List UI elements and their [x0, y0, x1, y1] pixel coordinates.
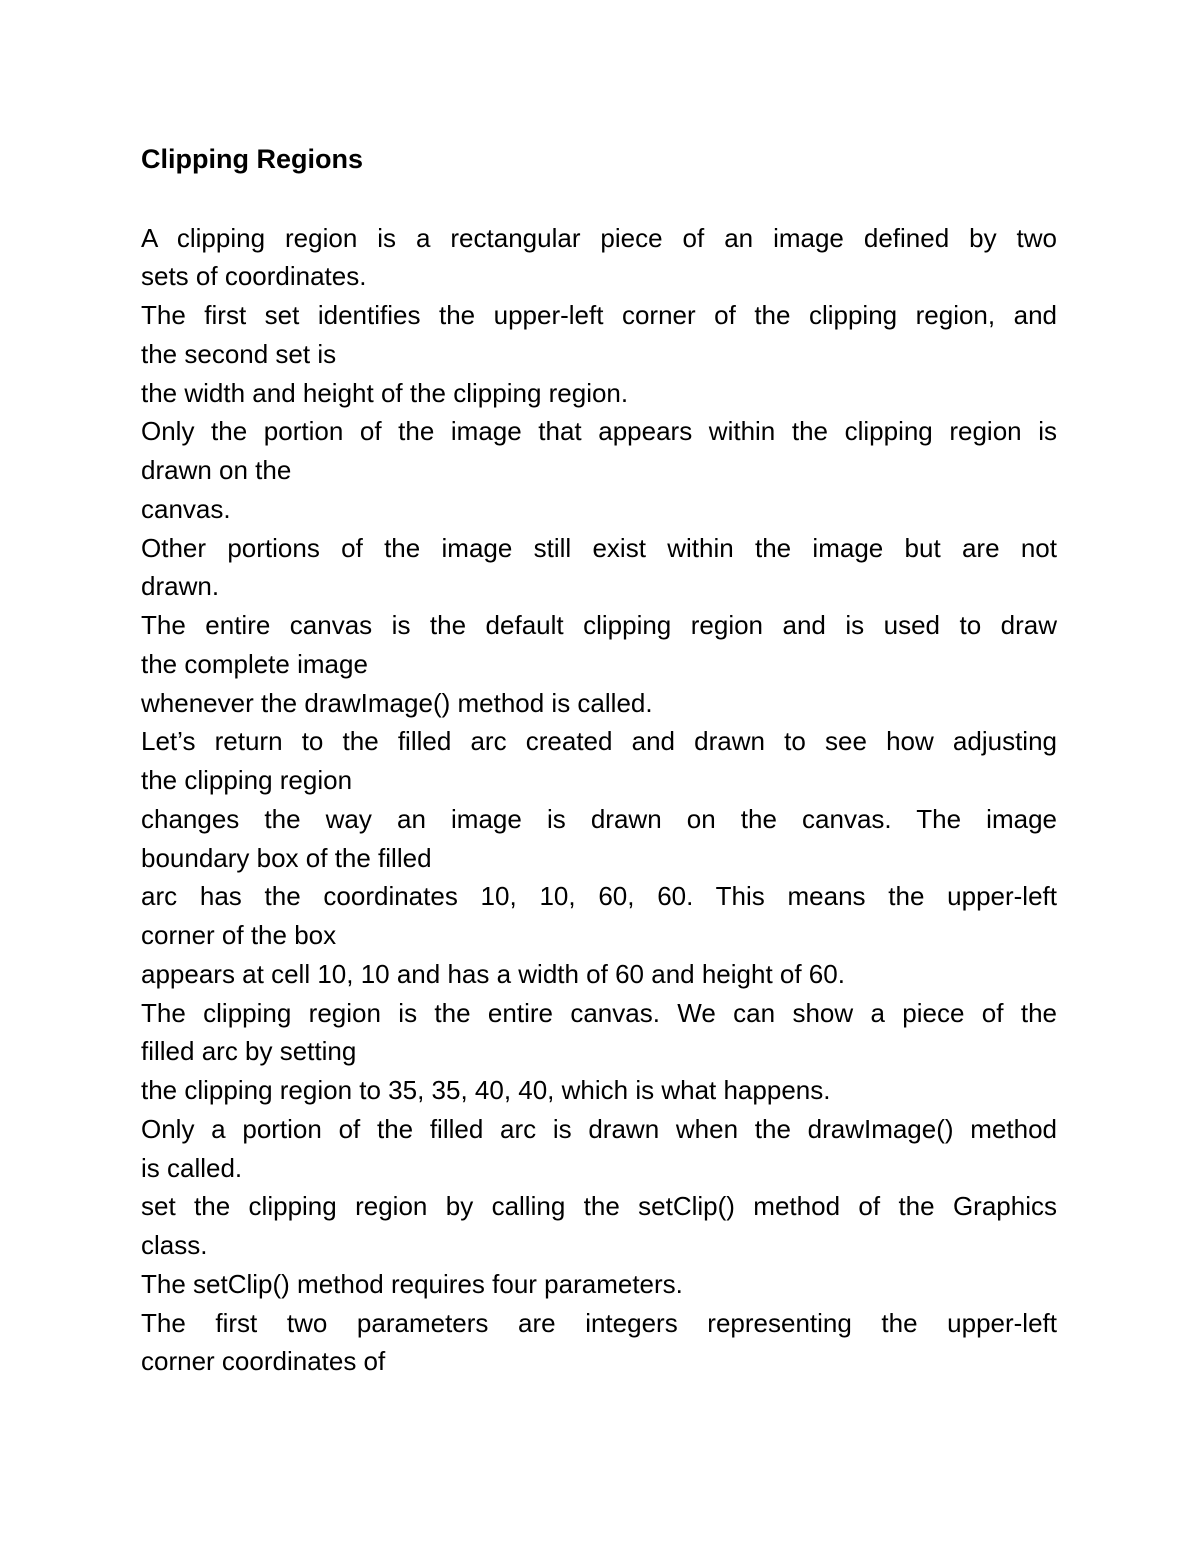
- text-line: the clipping region: [141, 765, 353, 795]
- text-line: the complete image: [141, 649, 368, 679]
- text-line: The first two parameters are integers representing the upper-left: [141, 1308, 1057, 1338]
- text-line: sets of coordinates.: [141, 261, 367, 291]
- text-line: Let’s return to the filled arc created and drawn to see how adjusting: [141, 726, 1057, 756]
- text-line: The first set identifies the upper-left corner of the clipping region, and: [141, 300, 1057, 330]
- text-line: the second set is: [141, 339, 337, 369]
- text-line: drawn on the: [141, 455, 292, 485]
- page-title: Clipping Regions: [141, 144, 363, 174]
- text-line: Only a portion of the filled arc is drawn when the drawImage() method: [141, 1114, 1057, 1144]
- text-line: boundary box of the filled: [141, 843, 432, 873]
- text-line: whenever the drawImage() method is called.: [141, 688, 653, 718]
- text-line: Other portions of the image still exist within the image but are not: [141, 533, 1057, 563]
- text-line: set the clipping region by calling the setClip() method of the Graphics: [141, 1191, 1057, 1221]
- text-line: is called.: [141, 1153, 243, 1183]
- text-line: the width and height of the clipping region.: [141, 378, 629, 408]
- text-line: The setClip() method requires four parameters.: [141, 1269, 683, 1299]
- text-line: Only the portion of the image that appears within the clipping region is: [141, 416, 1057, 446]
- text-line: the clipping region to 35, 35, 40, 40, which is what happens.: [141, 1075, 831, 1105]
- text-line: corner of the box: [141, 920, 337, 950]
- text-line: filled arc by setting: [141, 1036, 357, 1066]
- text-line: changes the way an image is drawn on the canvas. The image: [141, 804, 1057, 834]
- text-line: corner coordinates of: [141, 1346, 386, 1376]
- text-line: class.: [141, 1230, 208, 1260]
- text-line: appears at cell 10, 10 and has a width of 60 and height of 60.: [141, 959, 845, 989]
- text-line: A clipping region is a rectangular piece of an image defined by two: [141, 223, 1057, 253]
- text-line: The entire canvas is the default clipping region and is used to draw: [141, 610, 1057, 640]
- text-line: arc has the coordinates 10, 10, 60, 60. This means the upper-left: [141, 881, 1057, 911]
- text-line: drawn.: [141, 571, 220, 601]
- text-line: The clipping region is the entire canvas. We can show a piece of the: [141, 998, 1057, 1028]
- text-line: canvas.: [141, 494, 231, 524]
